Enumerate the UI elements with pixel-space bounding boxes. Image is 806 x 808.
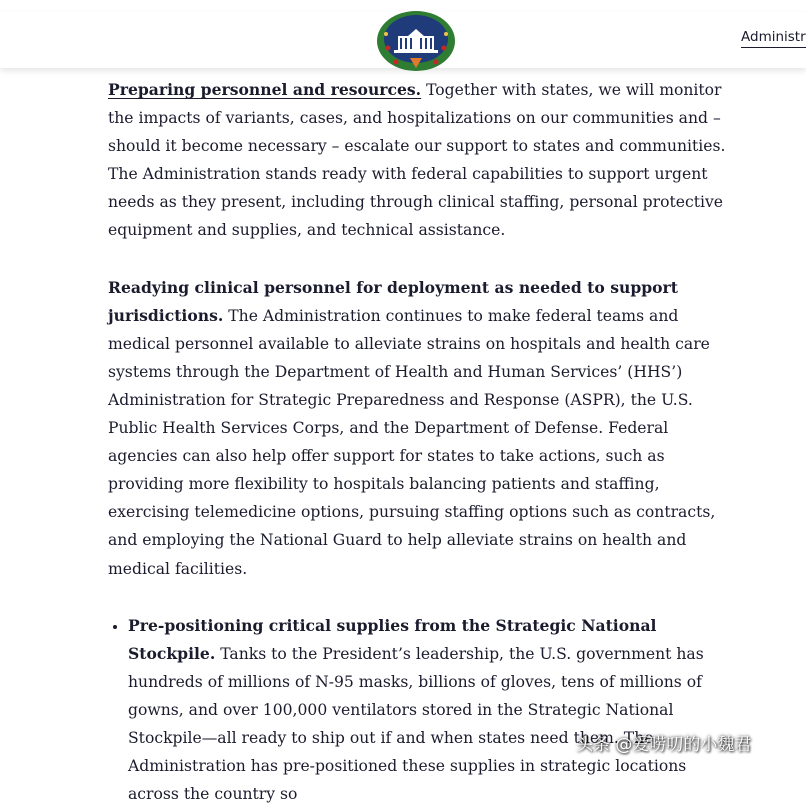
preparing-personnel-link[interactable]: Preparing personnel and resources.: [108, 80, 422, 99]
paragraph-body: The Administration continues to make federal teams and medical personnel available to alleviate strains on hospitals and health care systems through the Department of Health and Human Services’ (HHS’) Administration for Strategic Preparedness and Response (ASPR), the U.S. Public Health Services Corps, and the Department of Defense. Federal agencies can also help offer support for states to take actions, such as providing more flexibility to hospitals balancing patients and staffing, exercising telemedicine options, pursuing staffing options such as contracts, and employing the National Guard to help alleviate strains on health and medical facilities.: [108, 306, 716, 578]
nav-link-administration[interactable]: Administr: [741, 29, 806, 48]
watermark: 头条 @爱唠叨的小魏君: [576, 735, 752, 755]
white-house-seal-icon[interactable]: [376, 10, 456, 72]
paragraph-lead: Readying clinical personnel for deployment as needed to support jurisdictions.: [108, 277, 678, 325]
list-item-lead: Pre-positioning critical supplies from the Strategic National Stockpile.: [128, 615, 657, 663]
article-content: [108, 76, 728, 808]
paragraph-body: Together with states, we will monitor the impacts of variants, cases, and hospitalizations on our communities and – should it become necessary – escalate our support to states and communities. The Administration stands ready with federal capabilities to support urgent needs as they present, including through clinical staffing, personal protective equipment and supplies, and technical assistance.: [108, 81, 726, 240]
white-house-logo-graphic: [376, 10, 456, 72]
bullet-list: [108, 612, 728, 808]
list-item-body: Tanks to the President’s leadership, the U.S. government has hundreds of millions of N-95 masks, billions of gloves, tens of millions of gowns, and over 100,000 ventilators stored in the Strategic National Stockpile—all ready to ship out if and when states need them. The Administration has pre-positioned these supplies in strategic locations across the country so: [128, 644, 704, 804]
list-item: [128, 612, 728, 808]
paragraph-readying-clinical: [108, 274, 728, 583]
paragraph-preparing-personnel: [108, 76, 728, 245]
